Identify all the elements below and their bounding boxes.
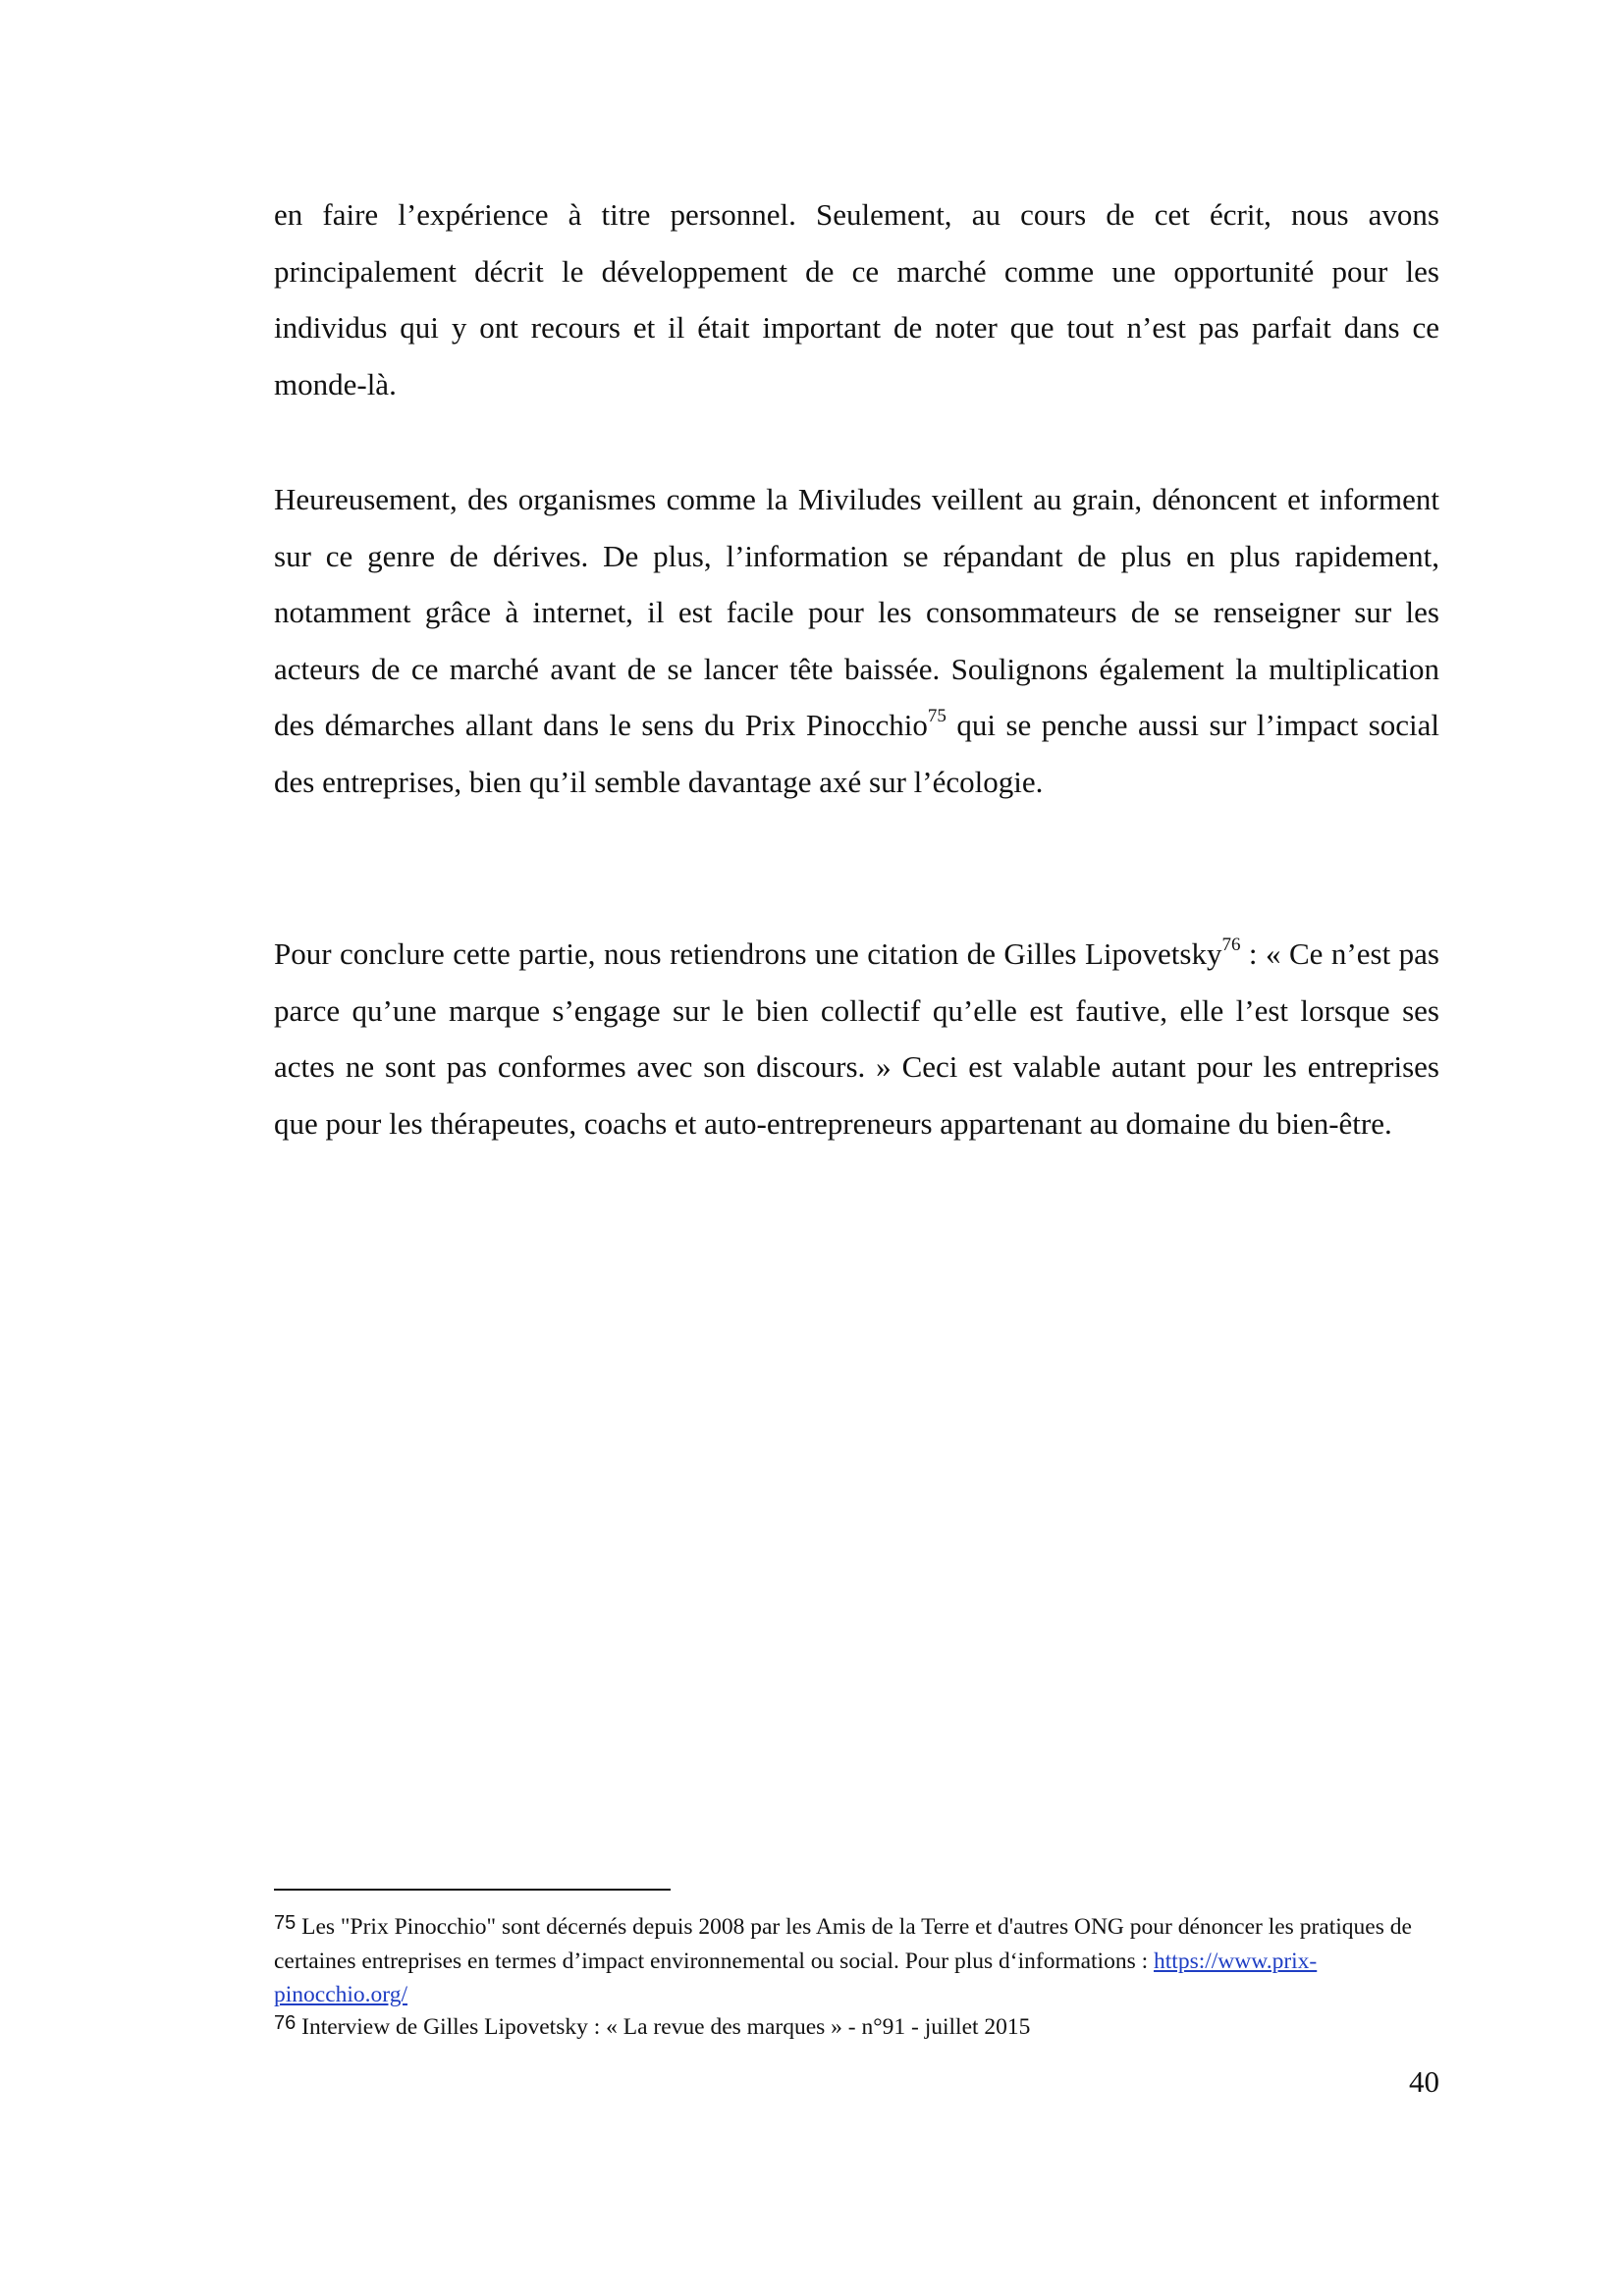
footnote-75-text: Les "Prix Pinocchio" sont décernés depuis 2008 par les Amis de la Terre et d'autres ONG pour dénoncer les pratiques de certaines entreprises en termes d’impact environnemental ou social. Pour plus d‘informations : <box>274 1914 1412 1974</box>
prix-pinocchio-link[interactable]: https://www.prix-pinocchio.org/ <box>274 1949 1318 2007</box>
paragraph-1-text: en faire l’expérience à titre personnel. Seulement, au cours de cet écrit, nous avons principalement décrit le développement de ce marché comme une opportunité pour les individus qui y ont recours et il était important de noter que tout n’est pas parfait dans ce monde-là. <box>274 197 1439 401</box>
page-number: 40 <box>1409 2064 1439 2099</box>
footnote-ref-76[interactable]: 76 <box>1221 934 1241 955</box>
paragraph-2 <box>274 471 1439 811</box>
footnote-75-number: 75 <box>274 1912 297 1934</box>
paragraph-3-text-end: : « Ce n’est pas parce qu’une marque s’engage sur le bien collectif qu’elle est fautive, elle l’est lorsque ses actes ne sont pas conformes avec son discours. » Ceci est valable autant pour les entreprises que pour les thérapeutes, coachs et auto-entrepreneurs appartenant au domaine du bien-être. <box>274 936 1439 1141</box>
footnote-separator <box>274 1889 671 1891</box>
footnote-76-number: 76 <box>274 2012 297 2034</box>
paragraph-1 <box>274 187 1439 412</box>
paragraph-2-text-start: Heureusement, des organismes comme la Miviludes veillent au grain, dénoncent et informent sur ce genre de dérives. De plus, l’information se répandant de plus en plus rapidement, notamment grâce à internet, il est facile pour les consommateurs de se renseigner sur les acteurs de ce marché avant de se lancer tête baissée. Soulignons également la multiplication des démarches allant dans le sens du Prix Pinocchio <box>274 482 1439 743</box>
paragraph-3 <box>274 926 1439 1151</box>
paragraph-2-text-end: qui se penche aussi sur l’impact social des entreprises, bien qu’il semble davantage axé sur l’écologie. <box>274 708 1439 799</box>
paragraph-3-text-start: Pour conclure cette partie, nous retiendrons une citation de Gilles Lipovetsky <box>274 936 1222 971</box>
footnote-76-text: Interview de Gilles Lipovetsky : « La revue des marques » - n°91 - juillet 2015 <box>296 2014 1031 2040</box>
footnote-75 <box>274 1910 1439 2011</box>
footnote-ref-75[interactable]: 75 <box>927 706 947 727</box>
footnote-76 <box>274 2010 1439 2045</box>
